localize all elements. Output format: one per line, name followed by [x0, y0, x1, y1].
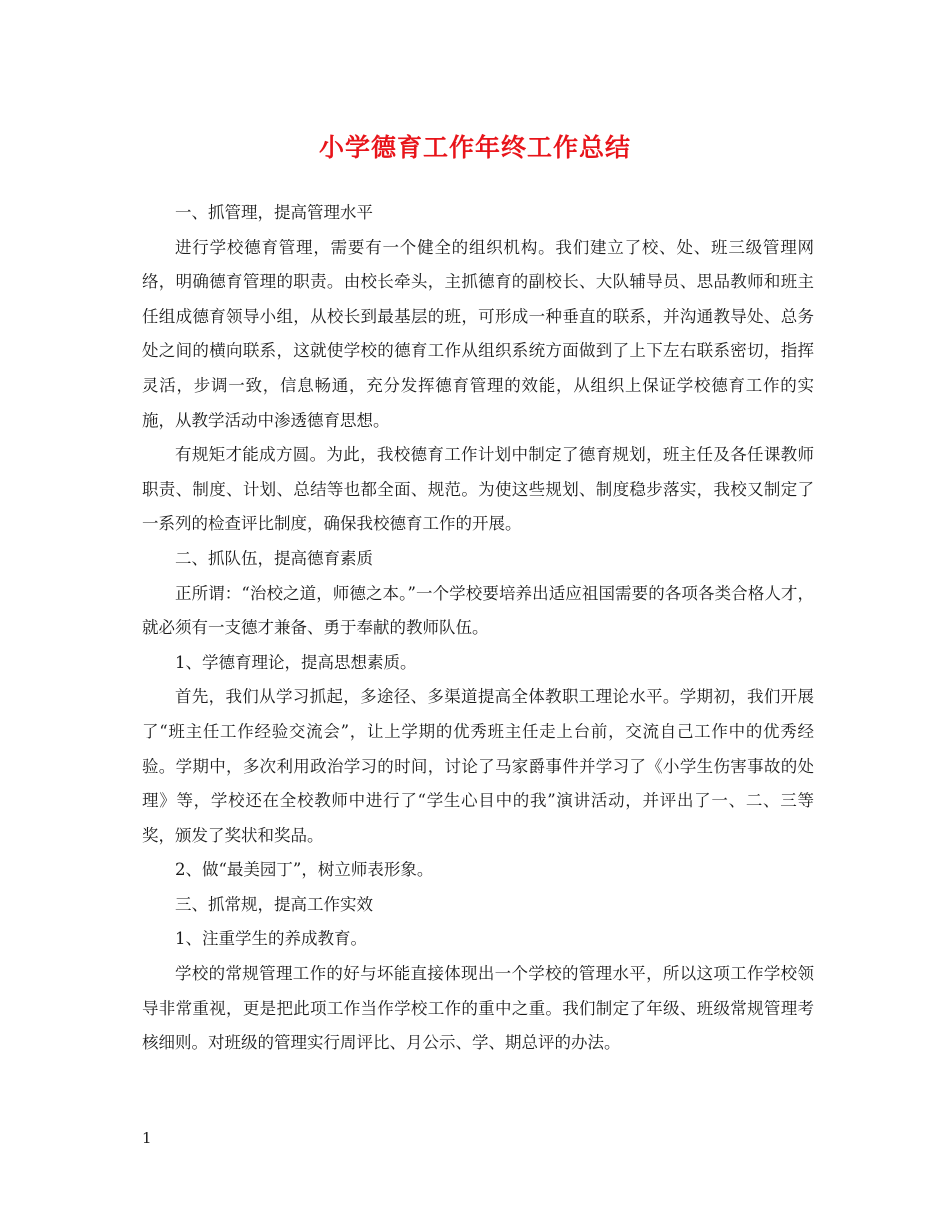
paragraph: 学校的常规管理工作的好与坏能直接体现出一个学校的管理水平，所以这项工作学校领导非常重视，更是把此项工作当作学校工作的重中之重。我们制定了年级、班级常规管理考核细则。对班级的管理实行周评比、月公示、学、期总评的办法。 — [142, 964, 814, 1053]
subheading: 2、做“最美园丁”，树立师表形象。 — [175, 860, 434, 880]
page-number: 1 — [142, 1129, 152, 1147]
paragraph: 有规矩才能成方圆。为此，我校德育工作计划中制定了德育规划，班主任及各任课教师职责、制度、计划、总结等也都全面、规范。为使这些规划、制度稳步落实，我校又制定了一系列的检查评比制度，确保我校德育工作的开展。 — [142, 445, 814, 534]
section-heading-3: 三、抓常规，提高工作实效 — [175, 894, 373, 914]
paragraph: 首先，我们从学习抓起，多途径、多渠道提高全体教职工理论水平。学期初，我们开展了“班主任工作经验交流会”，让上学期的优秀班主任走上台前，交流自己工作中的优秀经验。学期中，多次利用政治学习的时间，讨论了马家爵事件并学习了《小学生伤害事故的处理》等，学校还在全校教师中进行了“学生心目中的我”演讲活动，并评出了一、二、三等奖，颁发了奖状和奖品。 — [142, 687, 814, 845]
subheading: 1、注重学生的养成教育。 — [175, 929, 367, 949]
document-title: 小学德育工作年终工作总结 — [318, 133, 631, 162]
paragraph: 正所谓：“治校之道，师德之本。”一个学校要培养出适应祖国需要的各项各类合格人才，就必须有一支德才兼备、勇于奉献的教师队伍。 — [142, 583, 814, 638]
section-heading-2: 二、抓队伍，提高德育素质 — [175, 548, 373, 568]
document-body — [142, 196, 814, 1061]
subheading: 1、学德育理论，提高思想素质。 — [175, 652, 417, 672]
section-heading-1: 一、抓管理，提高管理水平 — [175, 203, 373, 222]
paragraph: 进行学校德育管理，需要有一个健全的组织机构。我们建立了校、处、班三级管理网络，明确德育管理的职责。由校长牵头，主抓德育的副校长、大队辅导员、思品教师和班主任组成德育领导小组，从校长到最基层的班，可形成一种垂直的联系，并沟通教导处、总务处之间的横向联系，这就使学校的德育工作从组织系统方面做到了上下左右联系密切，指挥灵活，步调一致，信息畅通，充分发挥德育管理的效能，从组织上保证学校德育工作的实施，从教学活动中渗透德育思想。 — [142, 237, 814, 430]
